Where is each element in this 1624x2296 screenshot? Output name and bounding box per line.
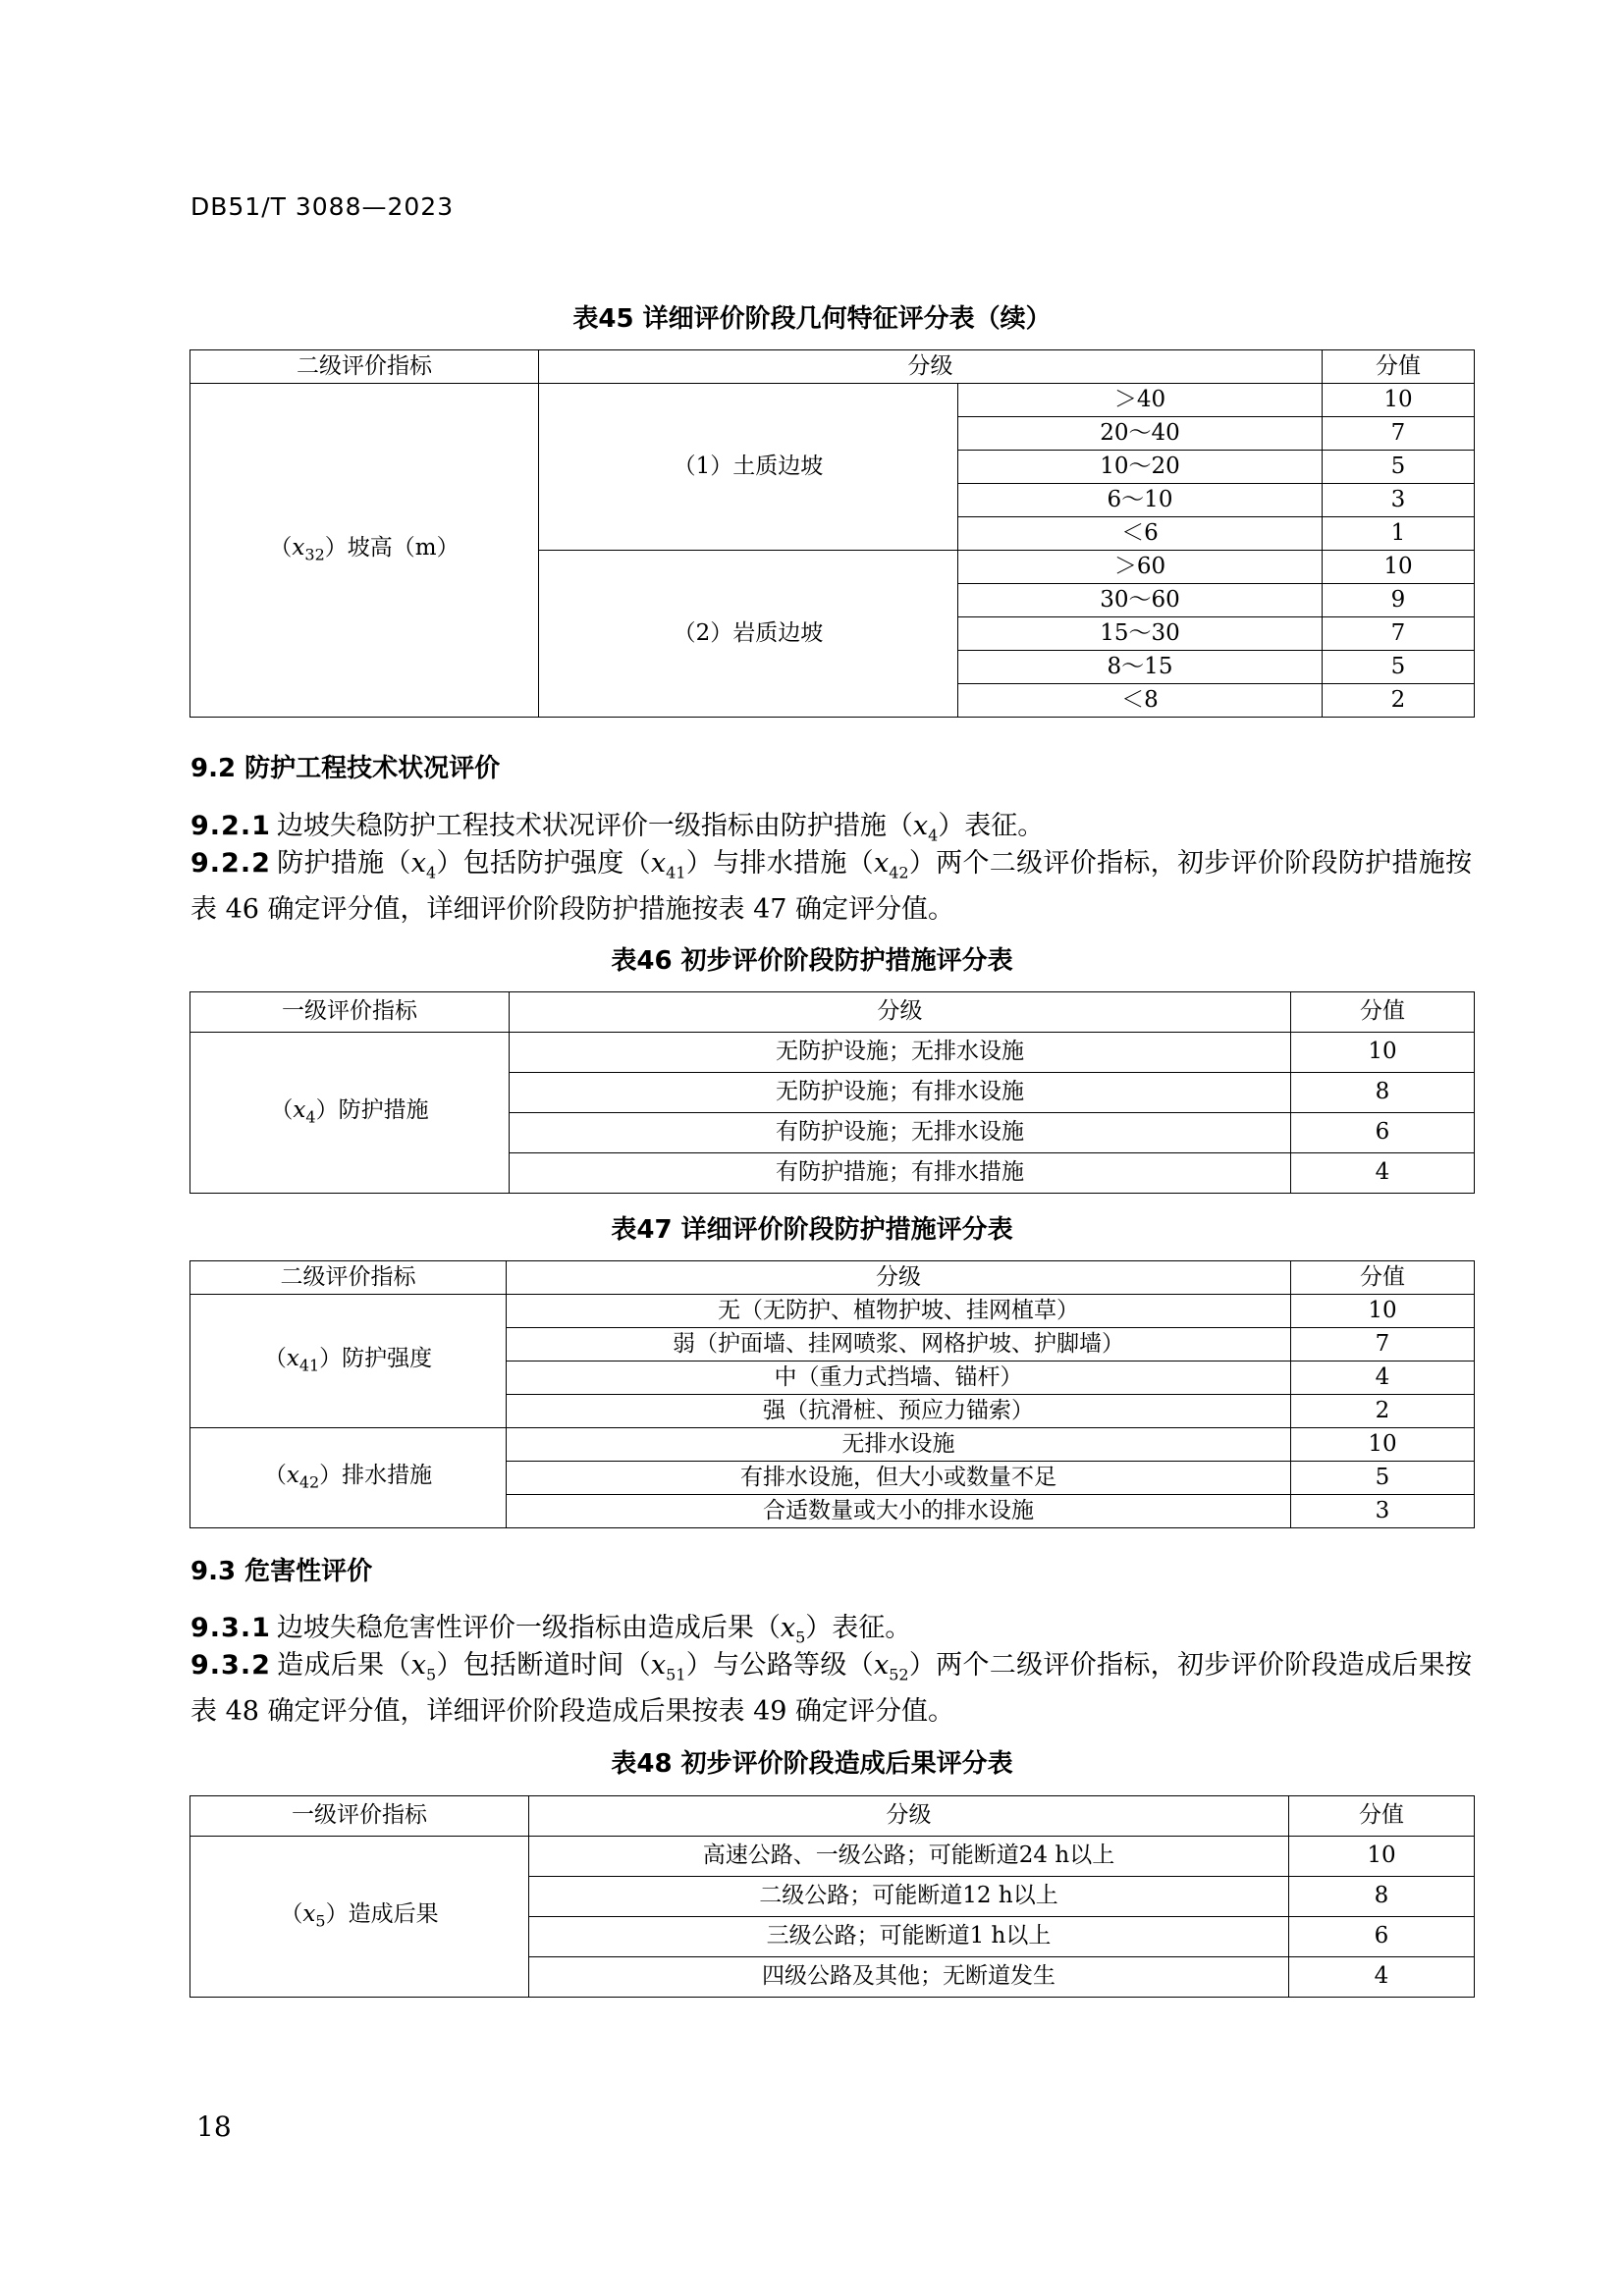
header-cell: 一级评价指标	[190, 1796, 529, 1837]
grade-cell: 中（重力式挡墙、锚杆）	[507, 1362, 1291, 1395]
grade-cell: 三级公路；可能断道1 h以上	[529, 1917, 1289, 1957]
indicator-cell: $(x_5)$造成后果	[190, 1837, 529, 1998]
clause-9-2-2: 9.2.2 防护措施$(x_4)$包括防护强度$(x_{41})$与排水措施$(x_{42})$两个二级评价指标，初步评价阶段防护措施按表 46 确定评分值，详细评价阶段防护措施按表 47 确定评分值。	[190, 848, 1473, 926]
score-cell: 7	[1323, 617, 1475, 651]
grade-cell: 二级公路；可能断道12 h以上	[529, 1877, 1289, 1917]
range-cell: 6～10	[958, 484, 1323, 517]
table-row	[190, 1295, 1475, 1328]
table-header-row	[190, 350, 1475, 384]
grade-cell: 合适数量或大小的排水设施	[507, 1495, 1291, 1528]
grade-cell: 高速公路、一级公路；可能断道24 h以上	[529, 1837, 1289, 1877]
table-row	[190, 1033, 1475, 1073]
score-cell: 10	[1291, 1033, 1475, 1073]
score-cell: 6	[1289, 1917, 1475, 1957]
header-cell: 分值	[1323, 350, 1475, 384]
grade-cell: 无（无防护、植物护坡、挂网植草）	[507, 1295, 1291, 1328]
score-cell: 5	[1323, 451, 1475, 484]
clause-9-3-1: 9.3.1 边坡失稳危害性评价一级指标由造成后果$(x_5)$表征。	[190, 1613, 912, 1647]
group-label-cell: （2）岩质边坡	[539, 551, 958, 718]
range-cell: 20～40	[958, 417, 1323, 451]
score-cell: 4	[1289, 1957, 1475, 1998]
score-cell: 1	[1323, 517, 1475, 551]
score-cell: 5	[1291, 1462, 1475, 1495]
grade-cell: 有防护措施；有排水措施	[510, 1153, 1291, 1194]
score-cell: 7	[1323, 417, 1475, 451]
group-label-cell: （1）土质边坡	[539, 384, 958, 551]
table-header-row	[190, 1261, 1475, 1295]
header-cell: 分值	[1291, 992, 1475, 1033]
indicator-cell: $(x_{41})$防护强度	[190, 1295, 507, 1428]
score-cell: 4	[1291, 1153, 1475, 1194]
grade-cell: 无排水设施	[507, 1428, 1291, 1462]
score-cell: 7	[1291, 1328, 1475, 1362]
score-cell: 10	[1323, 551, 1475, 584]
header-cell: 二级评价指标	[190, 1261, 507, 1295]
score-cell: 2	[1291, 1395, 1475, 1428]
table48-caption: 表48 初步评价阶段造成后果评分表	[611, 1749, 1013, 1779]
score-cell: 10	[1289, 1837, 1475, 1877]
table-row	[190, 384, 1475, 417]
range-cell: ＜8	[958, 684, 1323, 718]
table46	[189, 991, 1475, 1194]
header-cell: 分级	[529, 1796, 1289, 1837]
table-row	[190, 1837, 1475, 1877]
header-cell: 二级评价指标	[190, 350, 539, 384]
table46-caption: 表46 初步评价阶段防护措施评分表	[611, 946, 1013, 976]
score-cell: 4	[1291, 1362, 1475, 1395]
indicator-cell: $(x_{32})$坡高（m）	[190, 384, 539, 718]
score-cell: 10	[1323, 384, 1475, 417]
table47	[189, 1260, 1475, 1528]
range-cell: ＜6	[958, 517, 1323, 551]
indicator-cell: $(x_{42})$排水措施	[190, 1428, 507, 1528]
range-cell: ＞40	[958, 384, 1323, 417]
standard-code: DB51/T 3088—2023	[190, 192, 455, 221]
score-cell: 5	[1323, 651, 1475, 684]
score-cell: 3	[1323, 484, 1475, 517]
header-cell: 分值	[1291, 1261, 1475, 1295]
score-cell: 10	[1291, 1428, 1475, 1462]
score-cell: 6	[1291, 1113, 1475, 1153]
score-cell: 9	[1323, 584, 1475, 617]
page-number: 18	[196, 2110, 232, 2143]
score-cell: 8	[1291, 1073, 1475, 1113]
grade-cell: 弱（护面墙、挂网喷浆、网格护坡、护脚墙）	[507, 1328, 1291, 1362]
score-cell: 3	[1291, 1495, 1475, 1528]
table45-caption: 表45 详细评价阶段几何特征评分表（续）	[572, 304, 1052, 334]
table45	[189, 349, 1475, 718]
header-cell: 一级评价指标	[190, 992, 510, 1033]
header-cell: 分值	[1289, 1796, 1475, 1837]
header-cell: 分级	[539, 350, 1323, 384]
grade-cell: 有排水设施，但大小或数量不足	[507, 1462, 1291, 1495]
section-9-2-heading: 9.2 防护工程技术状况评价	[190, 754, 501, 783]
score-cell: 2	[1323, 684, 1475, 718]
table47-caption: 表47 详细评价阶段防护措施评分表	[611, 1215, 1013, 1245]
table48	[189, 1795, 1475, 1998]
grade-cell: 四级公路及其他；无断道发生	[529, 1957, 1289, 1998]
table-header-row	[190, 992, 1475, 1033]
score-cell: 10	[1291, 1295, 1475, 1328]
header-cell: 分级	[510, 992, 1291, 1033]
score-cell: 8	[1289, 1877, 1475, 1917]
clause-9-2-1: 9.2.1 边坡失稳防护工程技术状况评价一级指标由防护措施$(x_4)$表征。	[190, 811, 1045, 845]
grade-cell: 无防护设施；无排水设施	[510, 1033, 1291, 1073]
range-cell: ＞60	[958, 551, 1323, 584]
range-cell: 8～15	[958, 651, 1323, 684]
indicator-cell: $(x_4)$防护措施	[190, 1033, 510, 1194]
range-cell: 30～60	[958, 584, 1323, 617]
range-cell: 15～30	[958, 617, 1323, 651]
table-header-row	[190, 1796, 1475, 1837]
grade-cell: 有防护设施；无排水设施	[510, 1113, 1291, 1153]
clause-9-3-2: 9.3.2 造成后果$(x_5)$包括断道时间$(x_{51})$与公路等级$(x_{52})$两个二级评价指标，初步评价阶段造成后果按表 48 确定评分值，详细评价阶段造成后果按表 49 确定评分值。	[190, 1650, 1473, 1728]
range-cell: 10～20	[958, 451, 1323, 484]
section-9-3-heading: 9.3 危害性评价	[190, 1557, 373, 1586]
grade-cell: 无防护设施；有排水设施	[510, 1073, 1291, 1113]
grade-cell: 强（抗滑桩、预应力锚索）	[507, 1395, 1291, 1428]
header-cell: 分级	[507, 1261, 1291, 1295]
table-row	[190, 1428, 1475, 1462]
